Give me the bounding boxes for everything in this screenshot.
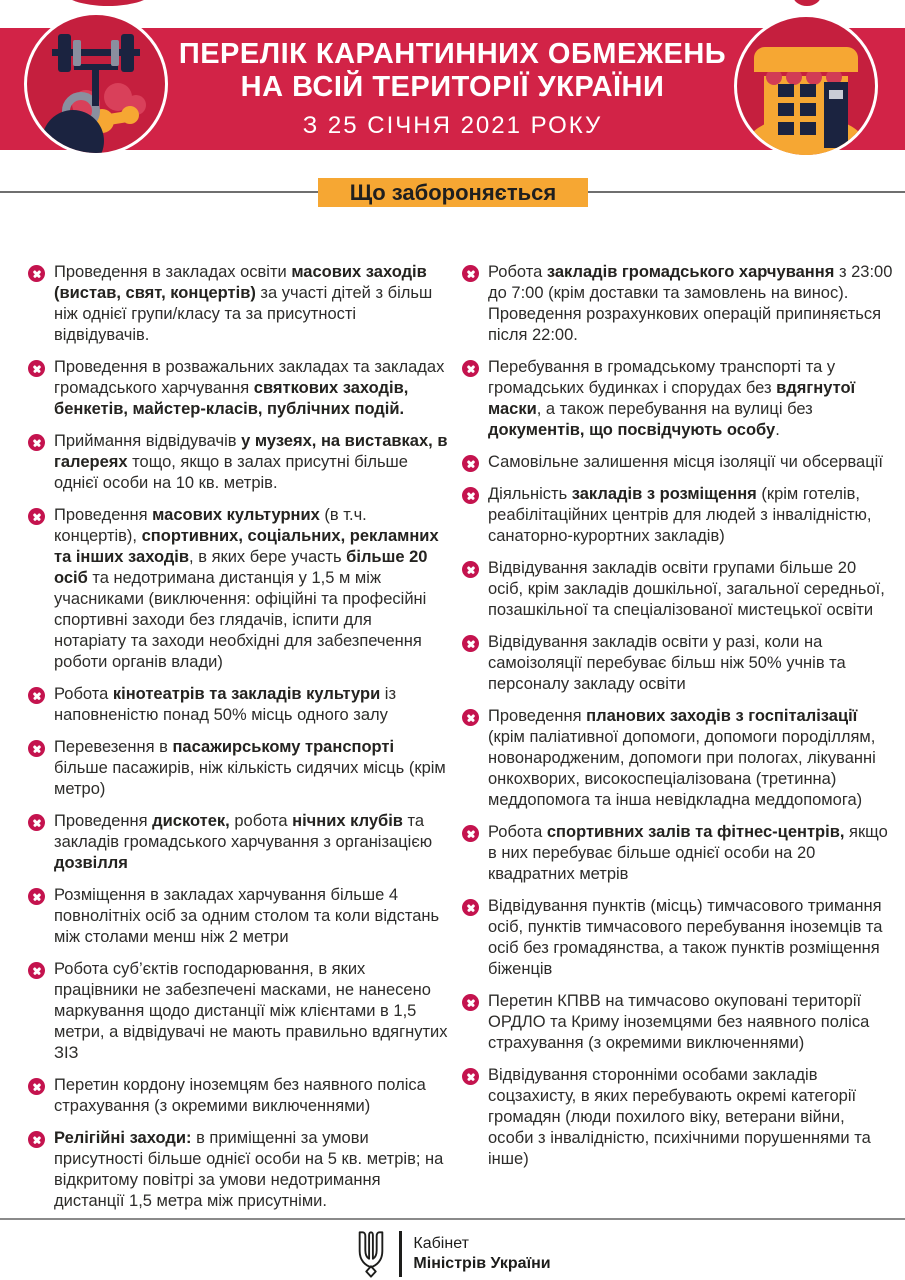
prohibited-x-icon [462, 360, 479, 377]
prohibited-x-icon [462, 825, 479, 842]
restriction-text: Проведення планових заходів з госпіталізації (крім паліативної допомоги, допомоги породіллям, новонародженим, допомоги при пологах, лікуванні онкохворих, високоспеціалізована (третинна) меддопомога та інша невідкладна меддопомога) [488, 707, 876, 809]
prohibited-x-icon [28, 265, 45, 282]
restriction-item [28, 1128, 448, 1212]
restriction-item [28, 885, 448, 948]
restriction-item [28, 684, 448, 726]
restriction-item [28, 262, 448, 346]
org-name-line2: Міністрів України [413, 1255, 551, 1272]
restriction-text: Діяльність закладів з розміщення (крім готелів, реабілітаційних центрів для людей з інвалідністю, санаторно-курортних закладів) [488, 485, 872, 545]
restriction-text: Відвідування закладів освіти у разі, коли на самоізоляції перебуває більш ніж 50% учнів та персоналу закладу освіти [488, 633, 846, 693]
decorative-arc [793, 0, 821, 6]
footer-divider-line [0, 1218, 905, 1220]
prohibited-x-icon [28, 888, 45, 905]
logo-divider [399, 1231, 402, 1277]
prohibited-x-icon [462, 709, 479, 726]
storefront-illustration [734, 14, 878, 158]
restriction-text: Проведення дискотек, робота нічних клубів та закладів громадського харчування з організацією дозвілля [54, 812, 433, 872]
prohibited-x-icon [462, 265, 479, 282]
section-header [0, 178, 905, 234]
restriction-item [462, 632, 893, 695]
restriction-text: Розміщення в закладах харчування більше 4 повнолітніх осіб за одним столом та коли відстань між столами менш ніж 2 метри [54, 886, 440, 946]
restriction-text: Робота закладів громадського харчування з 23:00 до 7:00 (крім доставки та замовлень на винос). Проведення розрахункових операцій припиняється після 22:00. [488, 263, 893, 344]
restriction-item [462, 991, 893, 1054]
restriction-item [462, 822, 893, 885]
restriction-text: Проведення масових культурних (в т.ч. концертів), спортивних, соціальних, рекламних та інших заходів, в яких бере участь більше 20 осіб та недотримана дистанція у 1,5 м між учасниками (виключення: офіційні та професійні спортивні заходи без глядачів, іспити для нотаріату та заходи необхідні для забезпечення роботи органів влади) [54, 506, 439, 671]
prohibited-x-icon [28, 687, 45, 704]
restriction-item [28, 1075, 448, 1117]
org-name-line1: Кабінет [413, 1235, 469, 1252]
header-titles [178, 28, 727, 150]
restriction-item [28, 505, 448, 673]
prohibited-x-icon [462, 561, 479, 578]
prohibited-x-icon [462, 487, 479, 504]
right-column [462, 262, 893, 1223]
left-column [28, 262, 448, 1223]
prohibited-x-icon [28, 360, 45, 377]
prohibited-x-icon [462, 455, 479, 472]
prohibited-x-icon [28, 740, 45, 757]
restriction-item [28, 431, 448, 494]
gym-weights-illustration [24, 12, 168, 156]
page-title-line2: НА ВСІЙ ТЕРИТОРІЇ УКРАЇНИ [240, 71, 665, 103]
restriction-item [462, 558, 893, 621]
restriction-item [28, 357, 448, 420]
prohibited-x-icon [28, 434, 45, 451]
restriction-text: Перевезення в пасажирському транспорті більше пасажирів, ніж кількість сидячих місць (крім метро) [54, 738, 446, 798]
restriction-item [462, 484, 893, 547]
restriction-text: Відвідування закладів освіти групами більше 20 осіб, крім закладів дошкільної, загальної середньої, позашкільної та спеціалізованої мистецької освіти [488, 559, 885, 619]
prohibited-x-icon [28, 962, 45, 979]
restriction-text: Перебування в громадському транспорті та у громадських будинках і спорудах без вдягнутої маски, а також перебування на вулиці без документів, що посвідчують особу. [488, 358, 856, 439]
org-name [413, 1234, 550, 1274]
cabinet-of-ministers-logo [0, 1228, 905, 1280]
prohibited-x-icon [462, 994, 479, 1011]
restriction-item [462, 896, 893, 980]
restriction-item [28, 959, 448, 1064]
restriction-item [28, 811, 448, 874]
page-subtitle-date: З 25 СІЧНЯ 2021 РОКУ [302, 112, 603, 139]
restriction-text: Приймання відвідувачів у музеях, на виставках, в галереях тощо, якщо в залах присутні більше однієї особи на 10 кв. метрів. [54, 432, 448, 492]
restriction-item [462, 452, 893, 473]
prohibited-x-icon [462, 635, 479, 652]
prohibited-x-icon [28, 814, 45, 831]
gym-weights-icon [24, 12, 168, 156]
restriction-text: Проведення в розважальних закладах та закладах громадського харчування святкових заходів, бенкетів, майстер-класів, публічних подій. [54, 358, 445, 418]
restriction-item [462, 1065, 893, 1170]
prohibited-section-badge: Що забороняється [318, 178, 588, 207]
restriction-text: Перетин кордону іноземцям без наявного поліса страхування (з окремими виключеннями) [54, 1076, 426, 1115]
page-title-line1: ПЕРЕЛІК КАРАНТИННИХ ОБМЕЖЕНЬ [178, 38, 727, 70]
prohibited-x-icon [28, 1078, 45, 1095]
restriction-text: Робота суб’єктів господарювання, в яких працівники не забезпечені масками, не нанесено маркування щодо дистанції між клієнтами в 1,5 метри, а відвідувачі не мають правильно вдягнутих ЗІЗ [54, 960, 448, 1062]
restriction-text: Самовільне залишення місця ізоляції чи обсервації [488, 453, 883, 471]
restriction-item [462, 706, 893, 811]
restriction-text: Робота спортивних залів та фітнес-центрів, якщо в них перебуває більше однієї особи на 20 квадратних метрів [488, 823, 888, 883]
restrictions-list [0, 234, 905, 1223]
restriction-item [462, 262, 893, 346]
restriction-text: Відвідування пунктів (місць) тимчасового тримання осіб, пунктів тимчасового перебування іноземців та осіб без громадянства, а також пунктів розміщення біженців [488, 897, 883, 978]
restriction-text: Відвідування сторонніми особами закладів соцзахисту, в яких перебувають окремі категорії громадян (люди похилого віку, ветерани війни, особи з інвалідністю, психічними порушеннями та інше) [488, 1066, 871, 1168]
restriction-item [28, 737, 448, 800]
restriction-text: Релігійні заходи: в приміщенні за умови присутності більше однієї особи на 5 кв. метрів; на відкритому повітрі за умови недотримання дистанції 1,5 метра між присутніми. [54, 1129, 444, 1210]
header-banner [0, 0, 905, 178]
prohibited-x-icon [28, 1131, 45, 1148]
restriction-text: Робота кінотеатрів та закладів культури із наповненістю понад 50% місць одного залу [54, 685, 397, 724]
restriction-text: Проведення в закладах освіти масових заходів (вистав, свят, концертів) за участі дітей з більш ніж однієї групи/класу та за присутності відвідувачів. [54, 263, 433, 344]
restriction-text: Перетин КПВВ на тимчасово окуповані території ОРДЛО та Криму іноземцями без наявного поліса страхування (з окремими виключеннями) [488, 992, 870, 1052]
decorative-arc [62, 0, 154, 6]
prohibited-x-icon [462, 1068, 479, 1085]
tryzub-icon [354, 1228, 388, 1280]
storefront-icon [734, 14, 878, 158]
restriction-item [462, 357, 893, 441]
prohibited-x-icon [462, 899, 479, 916]
prohibited-x-icon [28, 508, 45, 525]
